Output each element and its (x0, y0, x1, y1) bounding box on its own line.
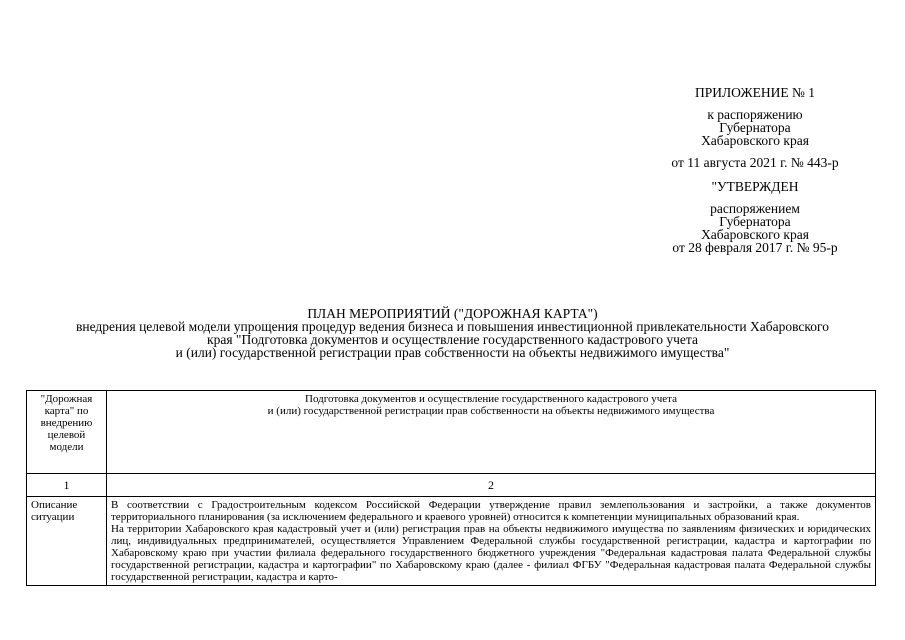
table-number-row (27, 474, 876, 497)
title-line: ПЛАН МЕРОПРИЯТИЙ ("ДОРОЖНАЯ КАРТА") (307, 306, 598, 321)
table-header-row (27, 391, 876, 474)
header-right-line: и (или) государственной регистрации прав собственности на объекты недвижимого имущества (267, 405, 715, 417)
appendix-block (630, 86, 880, 254)
appendix-line: Хабаровского края (701, 133, 809, 148)
approved-title: "УТВЕРЖДЕН (711, 179, 799, 194)
approved-line: распоряжением (710, 201, 800, 216)
appendix-line: к распоряжению (707, 107, 803, 122)
approved-line: Губернатора (719, 214, 791, 229)
title-line: и (или) государственной регистрации прав собственности на объекты недвижимого имущества" (175, 345, 730, 360)
approved-line: Хабаровского края (701, 227, 809, 242)
appendix-title: ПРИЛОЖЕНИЕ № 1 (694, 85, 816, 100)
title-line: внедрения целевой модели упрощения процедур ведения бизнеса и повышения инвестиционной привлекательности Хабаровского (76, 319, 829, 334)
appendix-line: Губернатора (719, 120, 791, 135)
appendix-date: от 11 августа 2021 г. № 443-р (671, 155, 839, 170)
approved-date: от 28 февраля 2017 г. № 95-р (672, 240, 838, 255)
header-cell-right (107, 391, 876, 474)
column-number: 1 (27, 474, 107, 497)
roadmap-table (26, 390, 876, 586)
row-paragraph: В соответствии с Градостроительным кодексом Российской Федерации утверждение правил землепользования и застройки, а также документов территориального планирования (за исключением федерального и краевого уровней) относится к компетенции муниципальных образований края. (111, 499, 871, 523)
row-content (107, 497, 876, 586)
column-number: 2 (107, 474, 876, 497)
row-paragraph: На территории Хабаровского края кадастровый учет и (или) регистрация прав на объекты недвижимого имущества по заявлениям физических и юридических лиц, индивидуальных предпринимателей, осуществляется Управлением Федеральной службы государственной регистрации, кадастра и картографии по Хабаровскому краю при участии филиала федерального государственного бюджетного учреждения "Федеральная кадастровая палата Федеральной службы государственной регистрации, кадастра и картографии" по Хабаровскому краю (далее - филиал ФГБУ "Федеральная кадастровая палата Федеральной службы государственной регистрации, кадастра и карто- (111, 523, 871, 583)
row-label: Описание ситуации (27, 497, 107, 586)
header-right-line: Подготовка документов и осуществление государственного кадастрового учета (305, 393, 677, 405)
table-row (27, 497, 876, 586)
document-title (20, 307, 885, 359)
header-cell-left: "Дорожная карта" по внедрению целевой модели (27, 391, 107, 474)
title-line: края "Подготовка документов и осуществление государственного кадастрового учета (207, 332, 698, 347)
